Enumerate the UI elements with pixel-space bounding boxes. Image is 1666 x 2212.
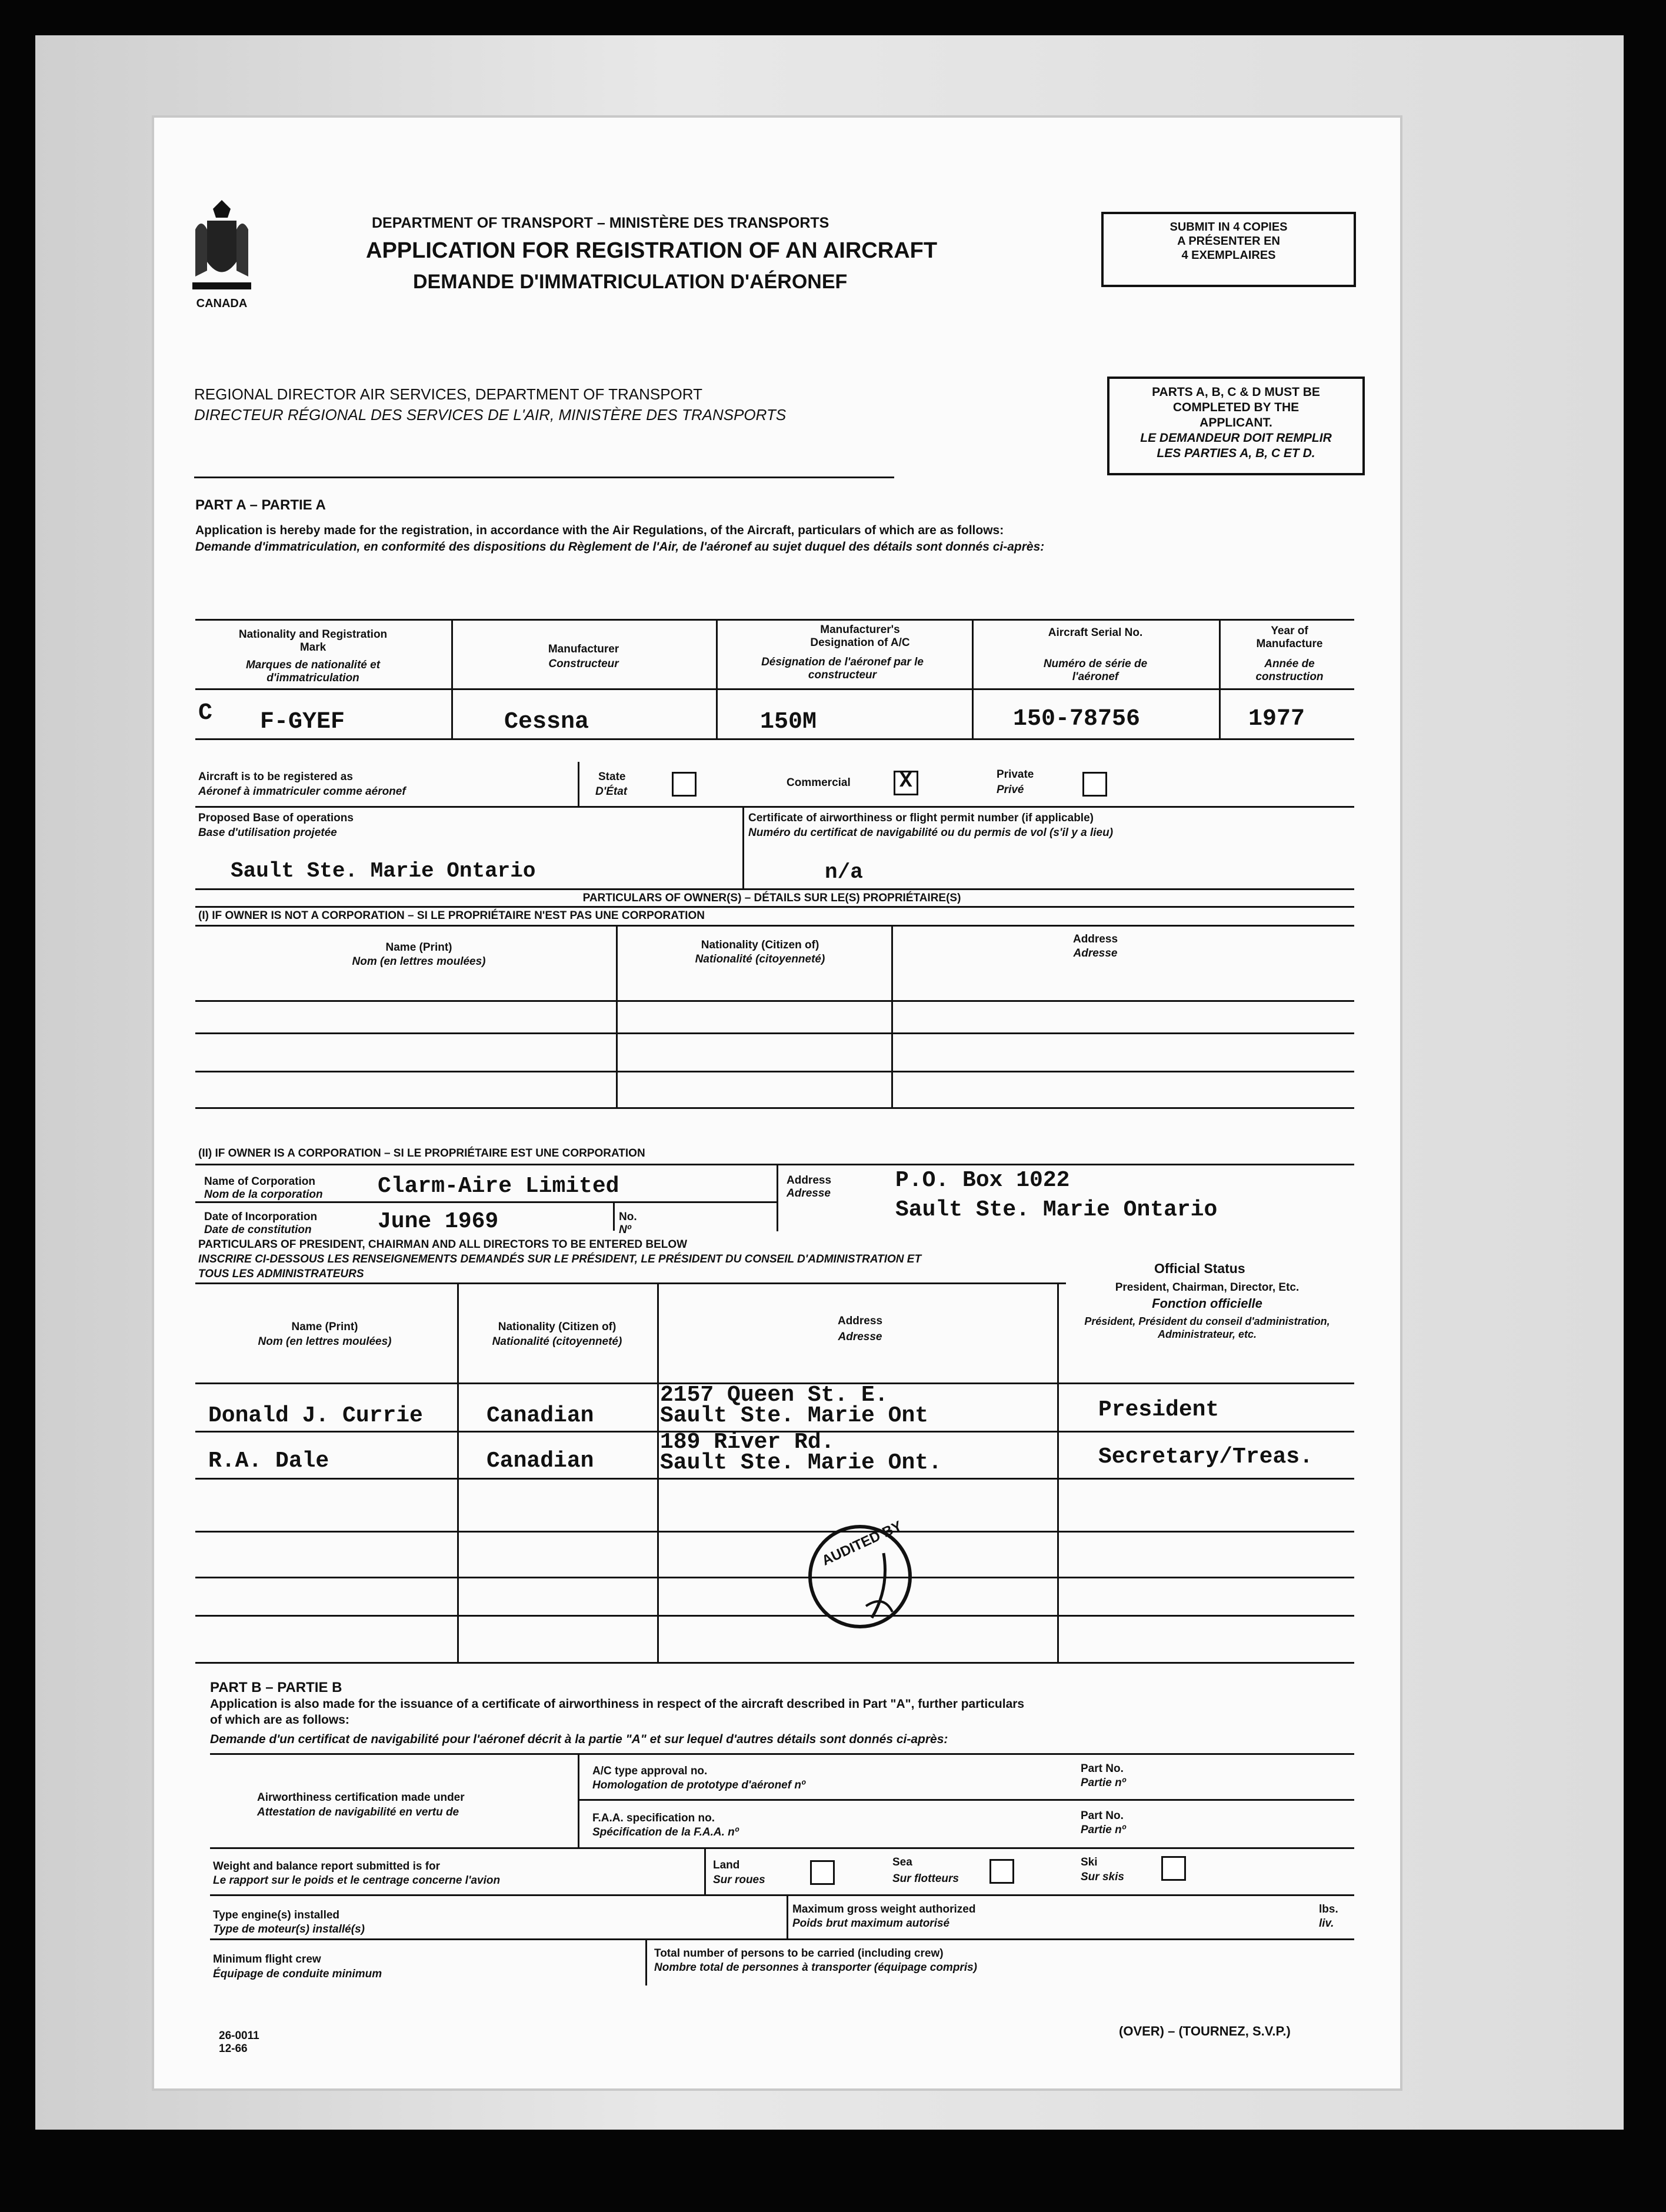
parts-note (1107, 377, 1365, 475)
weight-label-en: Weight and balance report submitted is for (213, 1860, 441, 1873)
row-line (195, 1032, 1354, 1034)
row-line (210, 1894, 1354, 1896)
engine-label-fr: Type de moteur(s) installé(s) (213, 1923, 365, 1936)
country-prefix-value: C (198, 700, 213, 727)
registered-as-fr: Aéronef à immatriculer comme aéronef (198, 785, 406, 798)
col-year-en: Year of Manufacture (1256, 625, 1323, 650)
director-2-name: R.A. Dale (208, 1448, 329, 1474)
table-top-line (195, 619, 1354, 621)
part-no-1-en: Part No. (1081, 1763, 1124, 1775)
col-divider (1219, 619, 1221, 738)
state-checkbox[interactable] (672, 772, 697, 797)
row-line (195, 1531, 1354, 1533)
parts-note-line: COMPLETED BY THE (1172, 401, 1300, 414)
private-label-fr: Privé (997, 784, 1024, 796)
col-divider (645, 1938, 647, 1986)
part-b-intro-1: Application is also made for the issuance of a certificate of airworthiness in respect of the aircraft described in Part "A", further particulars (210, 1697, 1025, 1711)
commercial-label: Commercial (787, 777, 851, 789)
manufacturer-value: Cessna (504, 709, 589, 735)
row-divider (578, 762, 579, 806)
director-2-status: Secretary/Treas. (1098, 1444, 1313, 1470)
owner-nat-fr: Nationalité (citoyenneté) (695, 953, 825, 965)
submit-note-line: A PRÉSENTER EN (1177, 235, 1280, 248)
parts-note-line: LES PARTIES A, B, C ET D. (1157, 447, 1315, 460)
col-divider (777, 1164, 778, 1231)
parts-note-line: LE DEMANDEUR DOIT REMPLIR (1140, 431, 1332, 445)
col-divider (704, 1847, 706, 1894)
no-label-en: No. (619, 1211, 637, 1223)
table-values-line (195, 738, 1354, 740)
commercial-mark: X (899, 769, 912, 793)
director-addr-en: Address (837, 1315, 883, 1327)
regional-director-en: REGIONAL DIRECTOR AIR SERVICES, DEPARTMENT OF TRANSPORT (194, 385, 702, 403)
faa-fr: Spécification de la F.A.A. nº (592, 1826, 739, 1838)
part-b-heading: PART B – PARTIE B (210, 1680, 342, 1695)
row-line (195, 1662, 1354, 1664)
row-line (195, 1000, 1354, 1002)
parts-note-line: PARTS A, B, C & D MUST BE (1152, 385, 1320, 399)
col-manufacturer-fr: Constructeur (548, 658, 619, 670)
state-label-en: State (598, 771, 626, 783)
col-divider (613, 1201, 615, 1231)
persons-label-fr: Nombre total de personnes à transporter (équipage compris) (654, 1961, 977, 1974)
application-form (154, 118, 1400, 2088)
col-divider (616, 925, 618, 1107)
row-line (195, 925, 1354, 927)
parts-note-line: APPLICANT. (1199, 416, 1272, 429)
col-divider (891, 925, 893, 1107)
col-designation-fr: Désignation de l'aéronef par le constructeur (761, 656, 924, 681)
weight-label-fr: Le rapport sur le poids et le centrage concerne l'avion (213, 1874, 501, 1887)
director-2-address-2: Sault Ste. Marie Ont. (660, 1450, 942, 1475)
crew-label-fr: Équipage de conduite minimum (213, 1968, 382, 1980)
col-divider (716, 619, 718, 738)
over-note: (OVER) – (TOURNEZ, S.V.P.) (1119, 2024, 1291, 2038)
incorp-label-en: Date of Incorporation (204, 1211, 318, 1223)
submit-note-line: SUBMIT IN 4 COPIES (1169, 221, 1288, 234)
director-nat-en: Nationality (Citizen of) (498, 1321, 617, 1333)
type-approval-fr: Homologation de prototype d'aéronef nº (592, 1779, 805, 1791)
row-line (195, 1478, 1354, 1480)
part-b-intro-fr: Demande d'un certificat de navigabilité pour l'aéronef décrit à la partie "A" et sur lequel d'autres détails sont donnés ci-après: (210, 1733, 948, 1746)
form-number-1: 26-0011 (219, 2030, 259, 2042)
directors-instruction-2: INSCRIRE CI-DESSOUS LES RENSEIGNEMENTS DEMANDÉS SUR LE PRÉSIDENT, LE PRÉSIDENT DU CONSEIL D'ADMINISTRATION ET (198, 1253, 922, 1265)
submit-note-line: 4 EXEMPLAIRES (1181, 249, 1276, 262)
incorp-date-value: June 1969 (378, 1209, 499, 1234)
part-b-intro-2: of which are as follows: (210, 1713, 349, 1727)
private-label-en: Private (997, 768, 1034, 781)
corp-address-line2: Sault Ste. Marie Ontario (895, 1197, 1218, 1222)
part-a-intro-en: Application is hereby made for the registration, in accordance with the Air Regulations, of the Aircraft, particulars of which are as follows: (195, 524, 1004, 537)
col-manufacturer-en: Manufacturer (548, 643, 619, 655)
audited-stamp-text: AUDITED BY (819, 1518, 905, 1569)
year-value: 1977 (1248, 706, 1305, 732)
col-divider (787, 1894, 788, 1938)
row-line (195, 1577, 1354, 1578)
director-nat-fr: Nationalité (citoyenneté) (492, 1335, 622, 1348)
part-a-intro-fr: Demande d'immatriculation, en conformité des dispositions du Règlement de l'Air, de l'aéronef au sujet duquel des détails sont donnés ci-après: (195, 540, 1045, 554)
address-line (194, 477, 894, 478)
cert-label-fr: Numéro du certificat de navigabilité ou du permis de vol (s'il y a lieu) (748, 827, 1114, 839)
max-weight-label-fr: Poids brut maximum autorisé (792, 1917, 950, 1930)
corp-address-label-en: Address (787, 1174, 832, 1187)
row-line (195, 888, 1354, 890)
director-2-nationality: Canadian (487, 1448, 594, 1474)
corp-name-value: Clarm-Aire Limited (378, 1174, 619, 1199)
not-corporation-heading: (I) IF OWNER IS NOT A CORPORATION – SI LE PROPRIÉTAIRE N'EST PAS UNE CORPORATION (198, 910, 705, 922)
liv-label: liv. (1319, 1917, 1334, 1930)
row-line (195, 1201, 778, 1203)
sea-checkbox[interactable] (989, 1859, 1014, 1884)
part-a-heading: PART A – PARTIE A (195, 497, 326, 513)
corporation-heading: (II) IF OWNER IS A CORPORATION – SI LE PROPRIÉTAIRE EST UNE CORPORATION (198, 1147, 645, 1160)
sea-label-fr: Sur flotteurs (892, 1873, 959, 1885)
base-label-en: Proposed Base of operations (198, 812, 354, 824)
land-label-fr: Sur roues (713, 1874, 765, 1886)
row-line (195, 1164, 1354, 1165)
director-1-nationality: Canadian (487, 1403, 594, 1428)
state-label-fr: D'État (595, 785, 628, 798)
owner-addr-en: Address (1072, 933, 1118, 945)
row-line (210, 1847, 1354, 1849)
col-divider (972, 619, 974, 738)
corp-address-label-fr: Adresse (787, 1187, 831, 1200)
owner-name-fr: Nom (en lettres moulées) (352, 955, 486, 968)
col-divider (657, 1282, 659, 1662)
crew-label-en: Minimum flight crew (213, 1953, 321, 1966)
corp-name-label-en: Name of Corporation (204, 1175, 315, 1188)
audited-stamp (795, 1518, 925, 1635)
director-1-address-2: Sault Ste. Marie Ont (660, 1403, 929, 1428)
form-title-fr: DEMANDE D'IMMATRICULATION D'AÉRONEF (413, 271, 848, 293)
form-title-en: APPLICATION FOR REGISTRATION OF AN AIRCRAFT (366, 238, 938, 263)
regional-director-fr: DIRECTEUR RÉGIONAL DES SERVICES DE L'AIR, MINISTÈRE DES TRANSPORTS (194, 406, 787, 424)
max-weight-label-en: Maximum gross weight authorized (792, 1903, 976, 1915)
base-value: Sault Ste. Marie Ontario (231, 859, 536, 883)
commercial-checkbox[interactable] (894, 771, 918, 795)
no-label-fr: Nº (619, 1224, 631, 1236)
row-line (195, 1282, 1066, 1284)
cert-value: n/a (825, 860, 863, 884)
director-2-address-1: 189 River Rd. (660, 1430, 835, 1455)
row-line (195, 1071, 1354, 1072)
registered-as-en: Aircraft is to be registered as (198, 771, 353, 783)
ski-label-en: Ski (1081, 1856, 1098, 1868)
director-1-address-1: 2157 Queen St. E. (660, 1382, 888, 1408)
land-checkbox[interactable] (810, 1860, 835, 1885)
col-serial-fr: Numéro de série de l'aéronef (1043, 658, 1148, 683)
owner-addr-fr: Adresse (1073, 947, 1118, 960)
registration-value: F-GYEF (260, 709, 345, 735)
official-sub: President, Chairman, Director, Etc. (1115, 1281, 1300, 1294)
serial-value: 150-78756 (1013, 706, 1141, 732)
airworthiness-label-en: Airworthiness certification made under (257, 1791, 465, 1804)
director-name-fr: Nom (en lettres moulées) (258, 1335, 392, 1348)
row-divider (742, 806, 744, 888)
incorp-label-fr: Date de constitution (204, 1224, 312, 1236)
department-line: DEPARTMENT OF TRANSPORT – MINISTÈRE DES TRANSPORTS (372, 215, 829, 231)
col-designation-en: Manufacturer's Designation of A/C (810, 624, 910, 649)
director-1-name: Donald J. Currie (208, 1403, 423, 1428)
official-fr-sub: Président, Président du conseil d'administration, Administrateur, etc. (1084, 1315, 1330, 1340)
engine-label-en: Type engine(s) installed (213, 1909, 340, 1921)
owners-heading: PARTICULARS OF OWNER(S) – DÉTAILS SUR LE(S) PROPRIÉTAIRE(S) (582, 892, 961, 904)
submit-copies-note (1101, 212, 1356, 287)
row-line (210, 1938, 1354, 1940)
row-line (195, 906, 1354, 908)
row-line (195, 1107, 1354, 1109)
base-label-fr: Base d'utilisation projetée (198, 827, 337, 839)
faa-en: F.A.A. specification no. (592, 1812, 715, 1824)
sea-label-en: Sea (892, 1856, 912, 1868)
col-nationality-en: Nationality and Registration Mark (238, 628, 388, 654)
owner-name-en: Name (Print) (385, 941, 452, 954)
corp-name-label-fr: Nom de la corporation (204, 1188, 323, 1201)
col-year-fr: Année de construction (1255, 658, 1324, 683)
form-number-2: 12-66 (219, 2043, 248, 2055)
directors-instruction-3: TOUS LES ADMINISTRATEURS (198, 1268, 364, 1280)
director-name-en: Name (Print) (291, 1321, 358, 1333)
land-label-en: Land (713, 1859, 740, 1871)
table-header-line (195, 688, 1354, 690)
col-divider (457, 1282, 459, 1662)
director-1-status: President (1098, 1397, 1219, 1423)
lbs-label: lbs. (1319, 1903, 1338, 1915)
part-no-2-en: Part No. (1081, 1810, 1124, 1822)
owner-nat-en: Nationality (Citizen of) (701, 939, 819, 951)
official-status-en: Official Status (1154, 1261, 1245, 1276)
designation-value: 150M (760, 709, 817, 735)
row-line (578, 1799, 1354, 1801)
row-line (195, 806, 1354, 808)
ski-checkbox[interactable] (1161, 1856, 1186, 1881)
ski-label-fr: Sur skis (1081, 1871, 1124, 1883)
director-addr-fr: Adresse (838, 1331, 882, 1343)
cert-label-en: Certificate of airworthiness or flight permit number (if applicable) (748, 812, 1094, 824)
col-divider (1057, 1282, 1059, 1662)
row-line (195, 1615, 1354, 1617)
persons-label-en: Total number of persons to be carried (including crew) (654, 1947, 944, 1960)
official-fr: Fonction officielle (1152, 1296, 1262, 1311)
col-nationality-fr: Marques de nationalité et d'immatriculation (245, 659, 381, 684)
col-serial-en: Aircraft Serial No. (1048, 627, 1143, 639)
private-checkbox[interactable] (1082, 772, 1107, 797)
directors-instruction-1: PARTICULARS OF PRESIDENT, CHAIRMAN AND ALL DIRECTORS TO BE ENTERED BELOW (198, 1238, 688, 1251)
row-line (210, 1753, 1354, 1755)
type-approval-en: A/C type approval no. (592, 1765, 708, 1777)
coat-of-arms-logo (189, 194, 254, 312)
col-divider (451, 619, 453, 738)
part-no-2-fr: Partie nº (1081, 1824, 1126, 1836)
corp-address-line1: P.O. Box 1022 (895, 1168, 1070, 1193)
part-no-1-fr: Partie nº (1081, 1777, 1126, 1789)
country-label: CANADA (196, 297, 248, 310)
airworthiness-label-fr: Attestation de navigabilité en vertu de (257, 1806, 459, 1818)
